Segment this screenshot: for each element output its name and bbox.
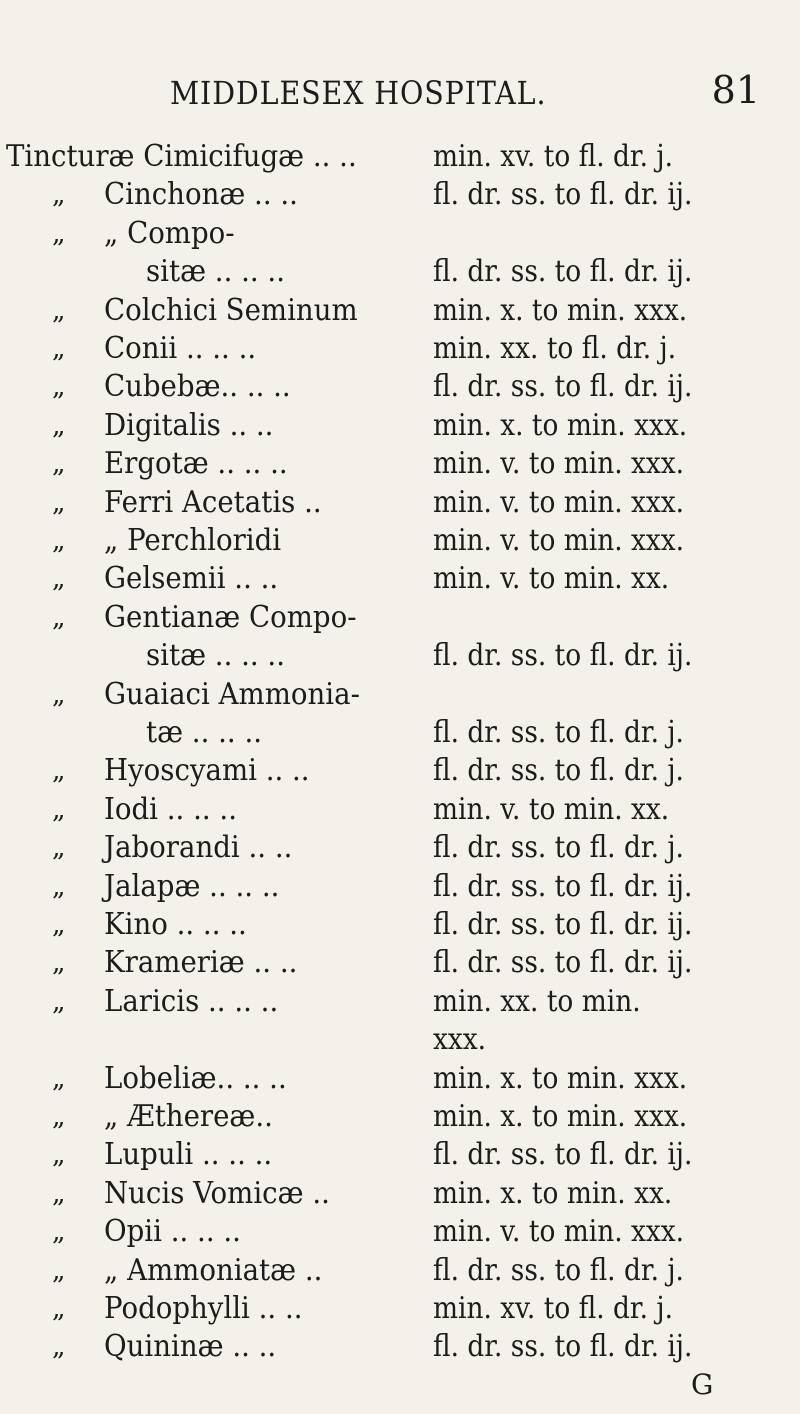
ditto-mark: „ — [52, 1294, 66, 1324]
ditto-mark: „ — [52, 948, 66, 979]
dose-range: fl. dr. ss. to fl. dr. ij. — [433, 868, 693, 904]
table-row — [0, 678, 800, 712]
ditto-mark: „ — [52, 218, 66, 249]
dose-range: min. v. to min. xx. — [433, 561, 670, 597]
preparation-name: Iodi .. .. .. — [104, 791, 237, 827]
preparation-name: Cinchonæ .. .. — [104, 177, 298, 213]
table-row — [0, 870, 800, 904]
preparation-name: „ Ammoniatæ .. — [104, 1252, 323, 1288]
preparation-name: „ Æthereæ.. — [104, 1099, 273, 1134]
table-row — [0, 1100, 800, 1134]
ditto-mark: „ — [52, 833, 66, 864]
preparation-name: Quininæ .. .. — [104, 1329, 277, 1365]
preparation-name: „ Perchloridi — [104, 523, 282, 558]
preparation-name: Gentianæ Compo- — [104, 599, 357, 635]
table-row — [0, 908, 800, 942]
ditto-mark: „ — [52, 334, 66, 364]
ditto-mark: „ — [52, 756, 66, 787]
preparation-name: sitæ .. .. .. — [146, 254, 285, 290]
dose-range: min. xv. to fl. dr. j. — [433, 1291, 673, 1326]
preparation-name: Laricis .. .. .. — [104, 983, 279, 1019]
table-row — [0, 601, 800, 635]
dose-range: fl. dr. ss. to fl. dr. ij. — [433, 1329, 693, 1365]
dose-range: fl. dr. ss. to fl. dr. j. — [433, 830, 684, 866]
dose-range: min. v. to min. xxx. — [433, 484, 685, 520]
preparation-name: Jaborandi .. .. — [104, 830, 293, 866]
preparation-name: Cubebæ.. .. .. — [104, 369, 291, 405]
dose-range: min. v. to min. xxx. — [433, 446, 685, 482]
dose-range: min. xx. to min. — [433, 983, 641, 1019]
catchword: G — [691, 1368, 714, 1401]
dose-range: fl. dr. ss. to fl. dr. ij. — [433, 945, 693, 981]
preparation-name: Digitalis .. .. — [104, 407, 274, 443]
table-row — [0, 562, 800, 596]
table-row — [0, 639, 800, 673]
dose-range: min. x. to min. xxx. — [433, 407, 688, 443]
dose-range: min. v. to min. xxx. — [433, 1214, 685, 1250]
ditto-mark: „ — [52, 1332, 66, 1363]
table-row — [0, 1062, 800, 1096]
dose-range: xxx. — [433, 1022, 487, 1058]
ditto-mark: „ — [52, 910, 66, 940]
table-row — [0, 754, 800, 788]
table-row — [0, 985, 800, 1019]
page-number: 81 — [711, 68, 760, 112]
table-row — [0, 447, 800, 481]
dose-range: min. v. to min. xxx. — [433, 523, 685, 558]
preparation-name: Guaiaci Ammonia- — [104, 676, 360, 712]
preparation-name: sitæ .. .. .. — [146, 638, 285, 674]
ditto-mark: „ — [52, 871, 66, 902]
table-row — [0, 1292, 800, 1326]
table-row — [0, 1254, 800, 1288]
dose-range: fl. dr. ss. to fl. dr. ij. — [433, 1137, 693, 1173]
dose-range: min. xx. to fl. dr. j. — [433, 331, 677, 366]
ditto-mark: „ — [52, 1140, 66, 1171]
ditto-mark: „ — [52, 1217, 66, 1248]
table-row — [0, 716, 800, 750]
ditto-mark: „ — [52, 1178, 66, 1209]
table-row — [0, 332, 800, 366]
page-header — [170, 68, 760, 118]
dose-range: fl. dr. ss. to fl. dr. ij. — [433, 177, 693, 213]
preparation-name: Jalapæ .. .. .. — [104, 868, 280, 904]
preparation-name: Colchici Seminum — [104, 292, 358, 328]
dose-range: fl. dr. ss. to fl. dr. ij. — [433, 369, 693, 405]
ditto-mark: „ — [52, 372, 66, 403]
preparation-name: Ferri Acetatis .. — [104, 484, 322, 520]
table-row — [0, 1138, 800, 1172]
table-row — [0, 140, 800, 174]
ditto-mark: „ — [52, 1255, 66, 1286]
table-row — [0, 409, 800, 443]
dose-range: fl. dr. ss. to fl. dr. j. — [433, 753, 684, 789]
ditto-mark: „ — [52, 526, 66, 556]
table-row — [0, 370, 800, 404]
preparation-name: Conii .. .. .. — [104, 331, 257, 366]
preparation-name: Nucis Vomicæ .. — [104, 1175, 330, 1211]
ditto-mark: „ — [52, 679, 66, 710]
ditto-mark: „ — [52, 295, 66, 326]
dose-range: min. x. to min. xx. — [433, 1175, 673, 1211]
running-head: MIDDLESEX HOSPITAL. — [170, 74, 547, 112]
dose-range: min. x. to min. xxx. — [433, 1060, 688, 1096]
dose-range: fl. dr. ss. to fl. dr. j. — [433, 1252, 684, 1288]
dose-range: min. x. to min. xxx. — [433, 292, 688, 328]
table-row — [0, 178, 800, 212]
preparation-name: Krameriæ .. .. — [104, 945, 298, 981]
table-row — [0, 1023, 800, 1057]
preparation-name: Tincturæ Cimicifugæ .. .. — [6, 139, 357, 174]
preparation-name: „ Compo- — [104, 215, 235, 251]
dose-range: min. xv. to fl. dr. j. — [433, 139, 673, 174]
preparation-name: Kino .. .. .. — [104, 907, 247, 942]
ditto-mark: „ — [52, 180, 66, 211]
dose-range: fl. dr. ss. to fl. dr. ij. — [433, 907, 693, 942]
dose-range: min. x. to min. xxx. — [433, 1099, 688, 1134]
table-row — [0, 1177, 800, 1211]
preparation-name: Gelsemii .. .. — [104, 561, 279, 597]
table-row — [0, 255, 800, 289]
ditto-mark: „ — [52, 1102, 66, 1132]
ditto-mark: „ — [52, 794, 66, 825]
table-row — [0, 486, 800, 520]
preparation-name: Lobeliæ.. .. .. — [104, 1060, 287, 1096]
ditto-mark: „ — [52, 410, 66, 441]
table-row — [0, 1215, 800, 1249]
preparation-name: tæ .. .. .. — [146, 715, 263, 750]
ditto-mark: „ — [52, 487, 66, 518]
table-row — [0, 831, 800, 865]
ditto-mark: „ — [52, 1063, 66, 1094]
preparation-name: Lupuli .. .. .. — [104, 1137, 273, 1173]
preparation-name: Ergotæ .. .. .. — [104, 446, 288, 482]
table-row — [0, 524, 800, 558]
table-row — [0, 294, 800, 328]
ditto-mark: „ — [52, 449, 66, 480]
table-row — [0, 217, 800, 251]
preparation-name: Hyoscyami .. .. — [104, 753, 310, 789]
table-row — [0, 1330, 800, 1364]
table-row — [0, 946, 800, 980]
ditto-mark: „ — [52, 564, 66, 595]
dose-range: fl. dr. ss. to fl. dr. j. — [433, 715, 684, 750]
dose-range: fl. dr. ss. to fl. dr. ij. — [433, 638, 693, 674]
ditto-mark: „ — [52, 986, 66, 1017]
dose-range: fl. dr. ss. to fl. dr. ij. — [433, 254, 693, 290]
preparation-name: Opii .. .. .. — [104, 1214, 241, 1250]
dose-range: min. v. to min. xx. — [433, 791, 670, 827]
preparation-name: Podophylli .. .. — [104, 1291, 303, 1326]
ditto-mark: „ — [52, 602, 66, 633]
table-row — [0, 793, 800, 827]
